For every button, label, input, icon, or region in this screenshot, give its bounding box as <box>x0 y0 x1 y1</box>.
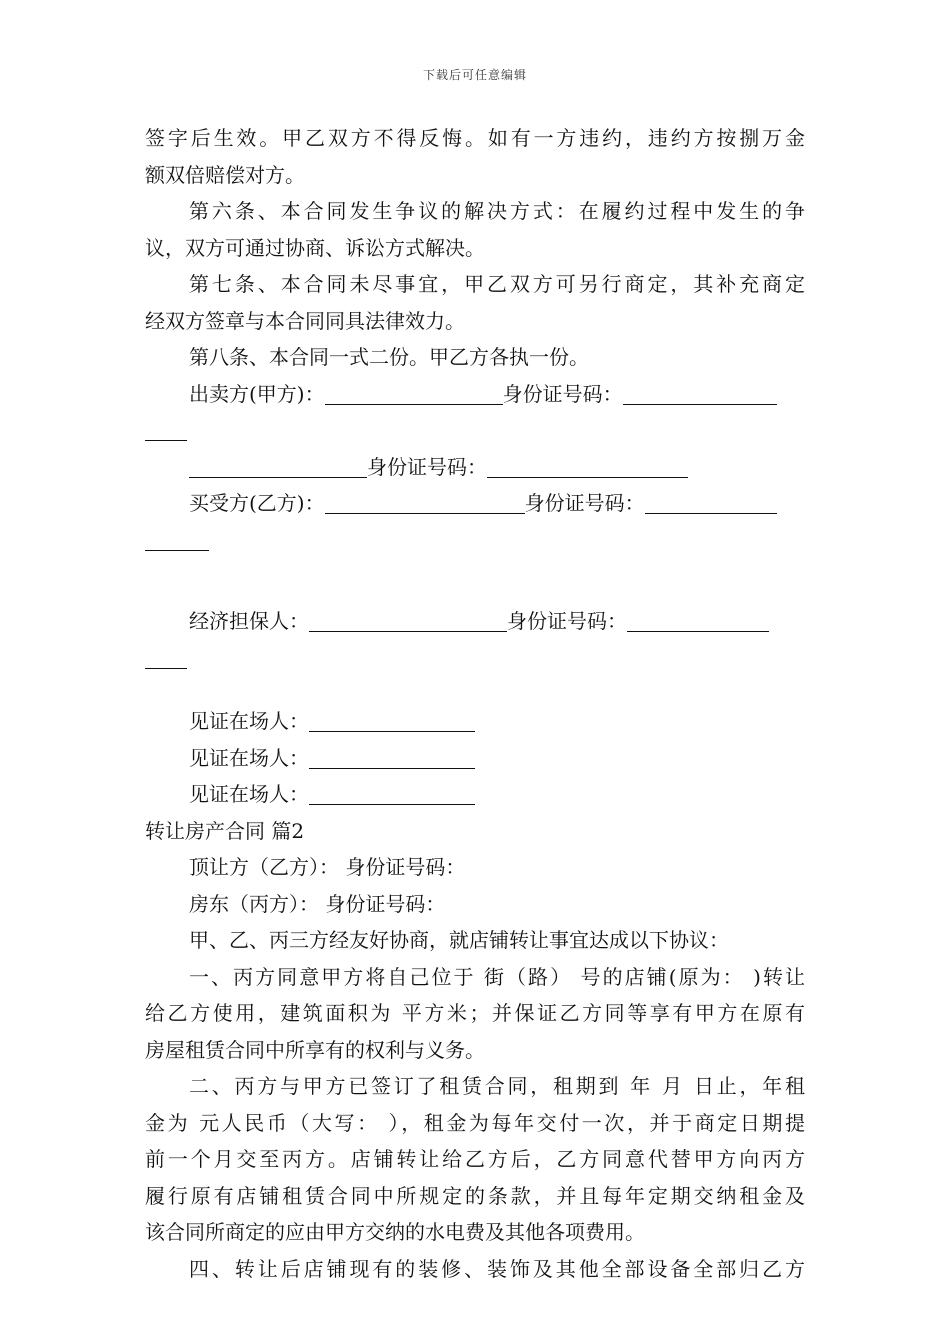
article-8: 第八条、本合同一式二份。甲乙方各执一份。 <box>189 345 589 369</box>
second-name-blank <box>189 455 367 478</box>
clause-1-line: 给乙方使用，建筑面积为 平方米；并保证乙方同等享有甲方在原有 <box>145 1001 805 1025</box>
witness-line <box>145 740 805 777</box>
buyer-id-blank <box>645 491 777 514</box>
article-7-line: 第七条、本合同未尽事宜，甲乙双方可另行商定，其补充商定 <box>189 272 805 296</box>
buyer-name-blank <box>325 491 525 514</box>
agreement-intro: 甲、乙、丙三方经友好协商，就店铺转让事宜达成以下协议： <box>189 928 729 952</box>
witness-blank <box>309 746 475 769</box>
buyer-id-continuation <box>145 522 805 559</box>
witness-label: 见证在场人： <box>189 782 309 806</box>
guarantor-signature-line <box>145 603 805 640</box>
witness-line <box>145 703 805 740</box>
paragraph-line: 额双倍赔偿对方。 <box>145 162 305 187</box>
seller-id-blank <box>623 382 777 405</box>
witness-blank <box>309 709 475 732</box>
id-number-label: 身份证号码： <box>507 609 627 633</box>
paragraph-line: 签字后生效。甲乙双方不得反悔。如有一方违约，违约方按捌万金 <box>145 126 805 150</box>
witness-label: 见证在场人： <box>189 709 309 733</box>
clause-1-line: 一、丙方同意甲方将自己位于 街（路） 号的店铺(原为： )转让 <box>189 964 805 989</box>
guarantor-id-blank-continued <box>145 646 187 669</box>
guarantor-id-continuation <box>145 640 805 677</box>
article-7-line: 经双方签章与本合同同具法律效力。 <box>145 308 465 333</box>
id-number-label: 身份证号码： <box>524 491 645 515</box>
clause-1-line: 房屋租赁合同中所享有的权利与义务。 <box>145 1037 485 1062</box>
landlord-line: 房东（丙方）： 身份证号码： <box>189 891 446 916</box>
id-number-label: 身份证号码： <box>502 381 623 406</box>
article-6-line: 议，双方可通过协商、诉讼方式解决。 <box>145 235 485 260</box>
transferee-line: 顶让方（乙方）： 身份证号码： <box>189 855 466 879</box>
clause-2-line: 前一个月交至丙方。店铺转让给乙方后，乙方同意代替甲方向丙方 <box>145 1147 805 1171</box>
buyer-signature-line <box>145 485 805 522</box>
clause-2-line: 履行原有店铺租赁合同中所规定的条款，并且每年定期交纳租金及 <box>145 1183 805 1208</box>
clause-4-line: 四、转让后店铺现有的装修、装饰及其他全部设备全部归乙方 <box>189 1256 805 1281</box>
guarantor-label: 经济担保人： <box>189 609 309 633</box>
section-title: 转让房产合同 篇2 <box>145 818 305 843</box>
page-header: 下载后可任意编辑 <box>422 68 527 82</box>
clause-2-line: 该合同所商定的应由甲方交纳的水电费及其他各项费用。 <box>145 1220 645 1244</box>
witness-blank <box>309 782 475 805</box>
clause-2-line: 金为 元人民币（大写： ），租金为每年交付一次，并于商定日期提 <box>145 1110 805 1135</box>
seller-id-blank-continued <box>145 418 187 441</box>
article-6-line: 第六条、本合同发生争议的解决方式：在履约过程中发生的争 <box>189 199 805 223</box>
document-body <box>145 120 805 1287</box>
seller-second-signature-line <box>145 449 805 486</box>
witness-line <box>145 776 805 813</box>
id-number-label: 身份证号码： <box>367 454 487 479</box>
witness-label: 见证在场人： <box>189 745 309 770</box>
guarantor-id-blank <box>627 609 769 632</box>
buyer-id-blank-continued <box>145 528 209 551</box>
seller-label: 出卖方(甲方)： <box>189 381 325 406</box>
buyer-label: 买受方(乙方)： <box>189 491 325 515</box>
second-id-blank <box>487 455 688 478</box>
seller-name-blank <box>325 382 503 405</box>
guarantor-name-blank <box>309 609 507 632</box>
clause-2-line: 二、丙方与甲方已签订了租赁合同，租期到 年 月 日止，年租 <box>189 1074 805 1098</box>
seller-signature-line <box>145 376 805 413</box>
seller-id-continuation <box>145 412 805 449</box>
